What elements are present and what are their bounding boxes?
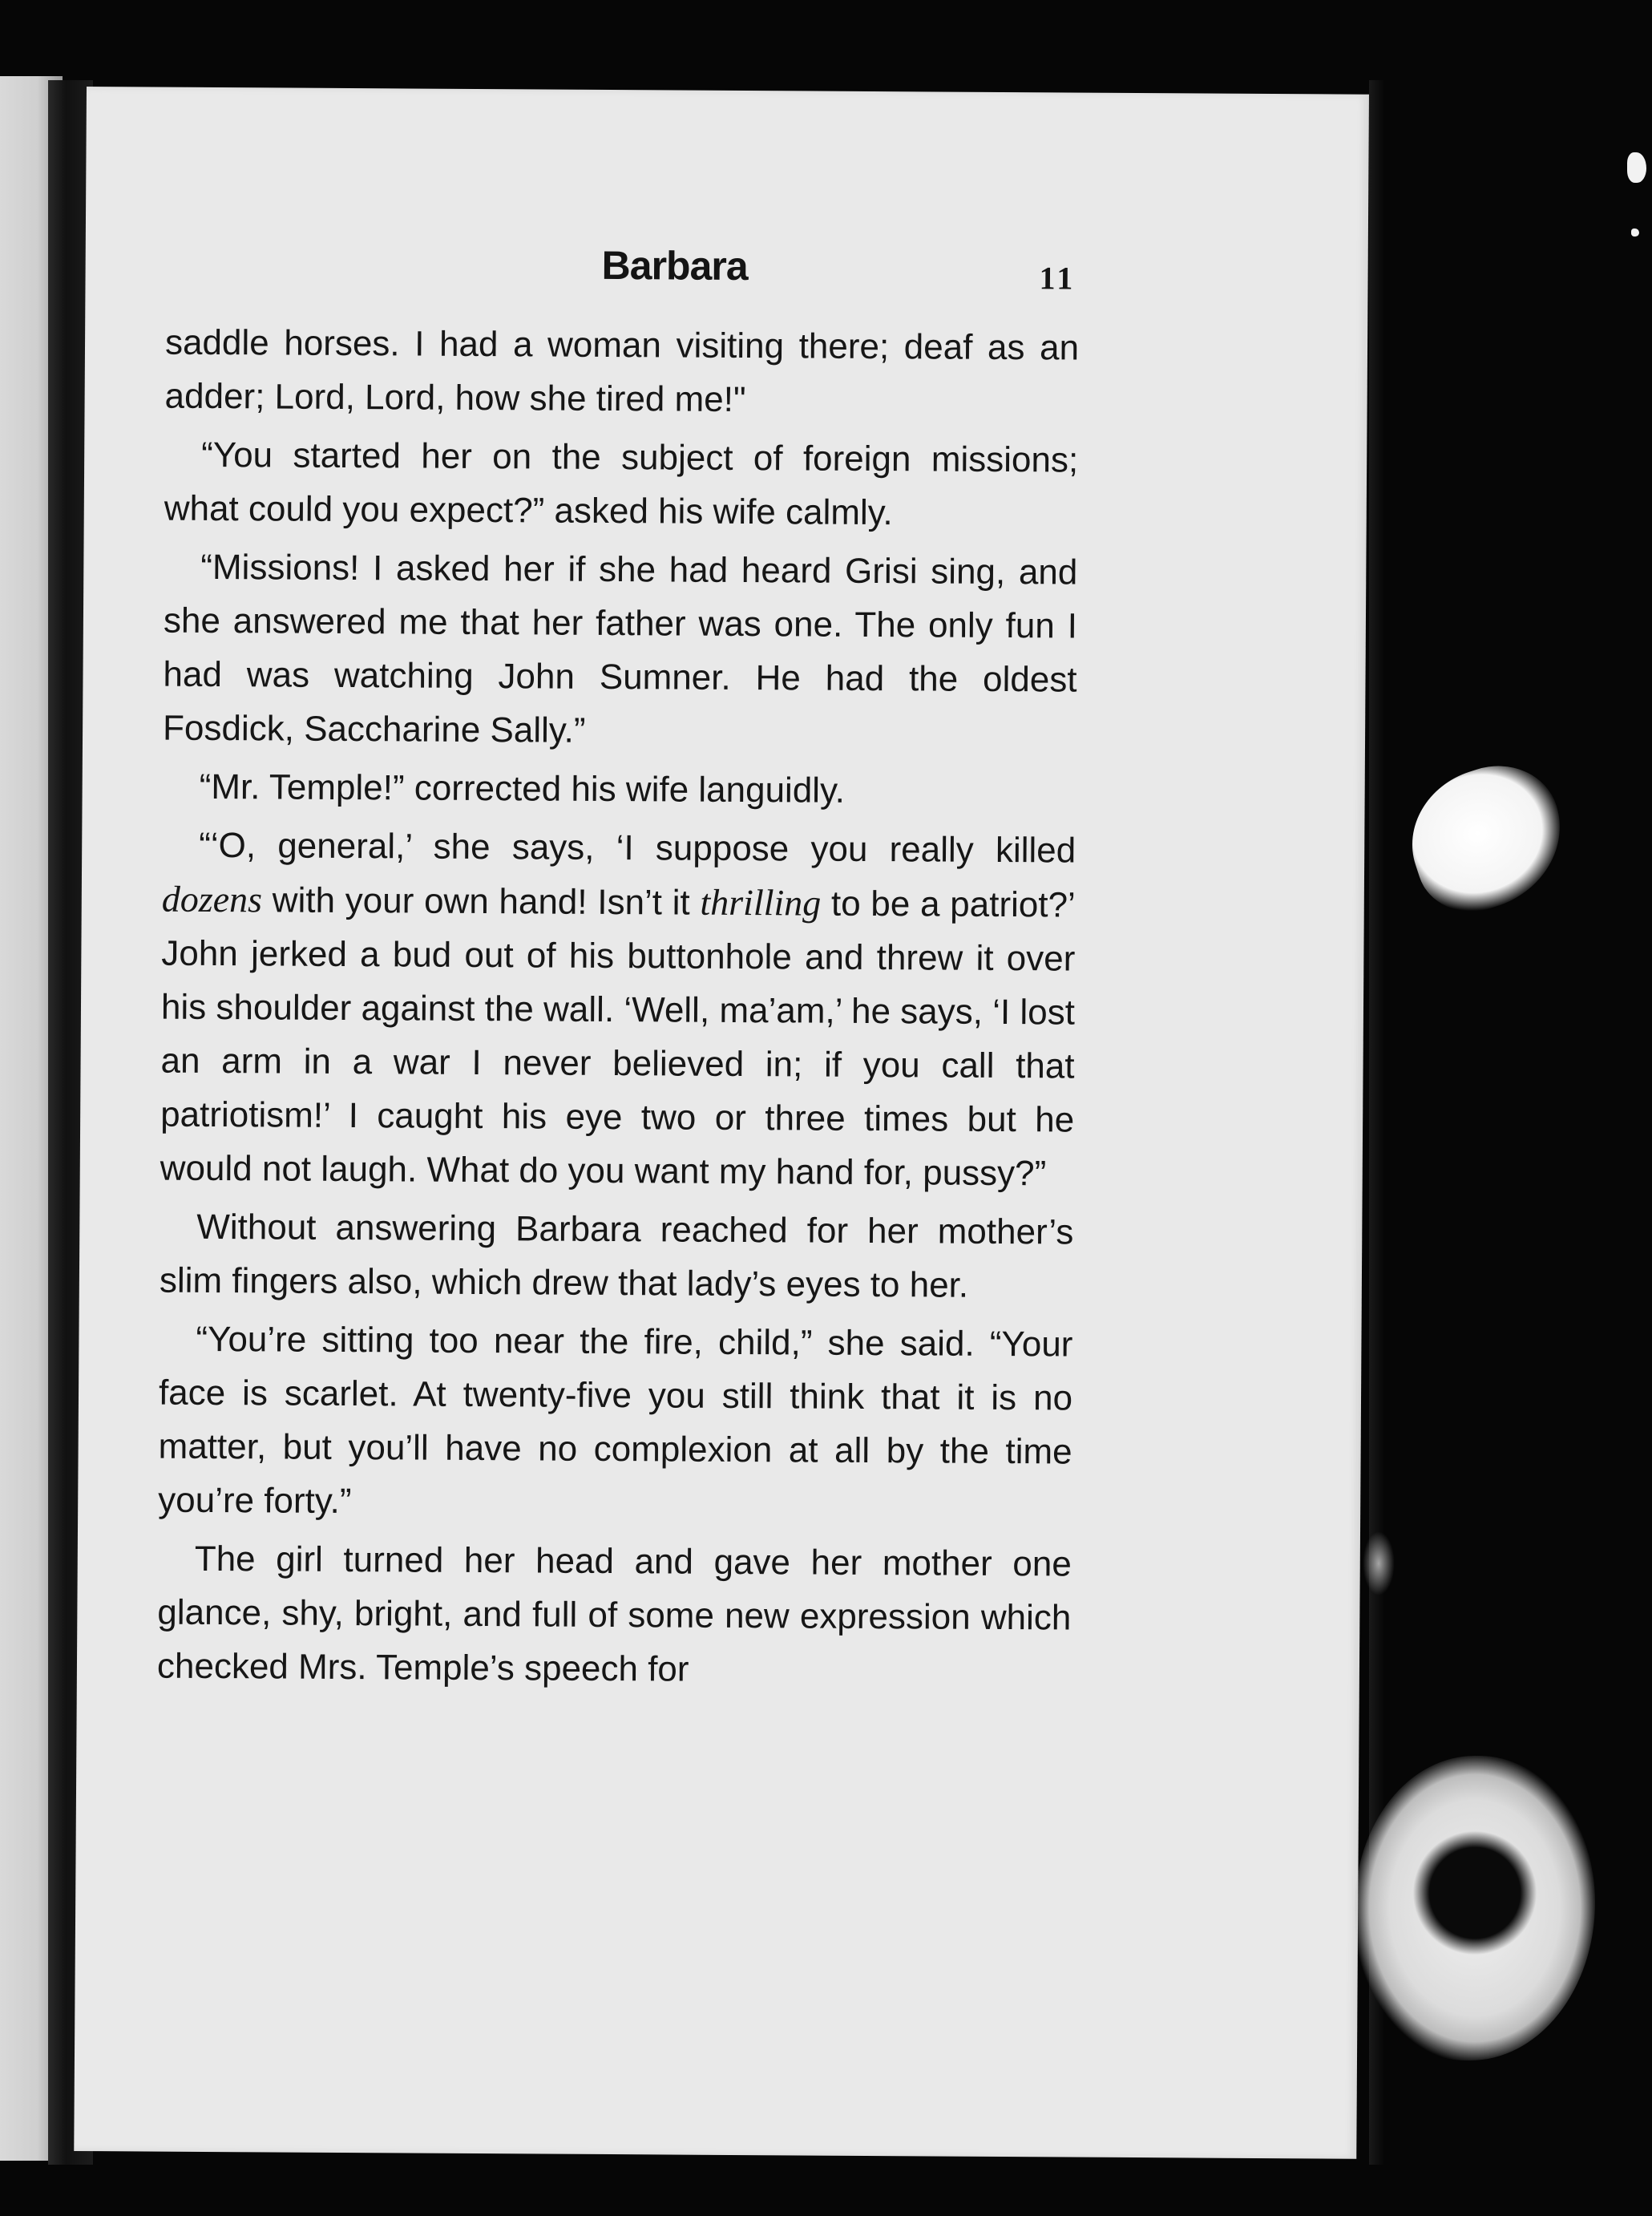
paper-damage-blemish [1355,1756,1595,2060]
paragraph [162,760,1076,819]
paragraph-text: Without answering Barbara reached for her mother’s slim fingers also, which drew that lady’s eyes to her. [159,1207,1074,1305]
paragraph-text: to be a patriot?’ John jerked a bud out of his buttonhole and threw it over his shoulder against the wall. ‘Well, ma’am,’ he says, ‘I lost an arm in a war I never believed in; if you call that patriotism!’ I caught his eye two or three times but he would not laugh. What do you want my hand for, pussy?” [160,884,1076,1194]
italic-emphasis: thrilling [700,881,822,924]
paragraph [157,1532,1072,1699]
paragraph-text: “You started her on the subject of foreign missions; what could you expect?” asked his wife calmly. [164,435,1079,533]
paragraph-text: with your own hand! Isn’t it [261,880,701,923]
paragraph [160,819,1076,1201]
paragraph [163,540,1078,761]
paragraph-text: “Missions! I asked her if she had heard Grisi sing, and she answered me that her father was one. The only fun I had was watching John Sumner. He had the oldest Fosdick, Saccharine Sally.” [162,547,1078,750]
paragraph-text: “Mr. Temple!” corrected his wife languidly. [199,766,846,811]
scan-speck [1631,228,1639,237]
paragraph [160,1200,1074,1313]
paragraph-text: The girl turned her head and gave her mother one glance, shy, bright, and full of some new expression which checked Mrs. Temple’s speech for [156,1539,1072,1689]
paper-fragment-blemish [1393,750,1580,926]
italic-emphasis: dozens [161,878,263,920]
paragraph-text: saddle horses. I had a woman visiting there; deaf as an adder; Lord, Lord, how she tired me!" [164,322,1080,420]
book-page [74,87,1369,2159]
page-number: 11 [1039,260,1076,297]
running-head [85,239,1367,303]
running-title: Barbara [601,242,748,289]
paragraph [164,316,1079,429]
scan-glint [1363,1531,1395,1595]
paragraph-text: “You’re sitting too near the fire, child,” she said. “Your face is scarlet. At twenty-five you still think that it is no matter, but you’ll have no complexion at all by the time you’re forty.” [158,1319,1073,1522]
scan-speck [1627,152,1646,183]
body-text [157,316,1079,1699]
paragraph [164,428,1079,541]
paragraph [158,1312,1073,1533]
paragraph-text: “‘O, general,’ she says, ‘I suppose you really killed [199,825,1076,871]
